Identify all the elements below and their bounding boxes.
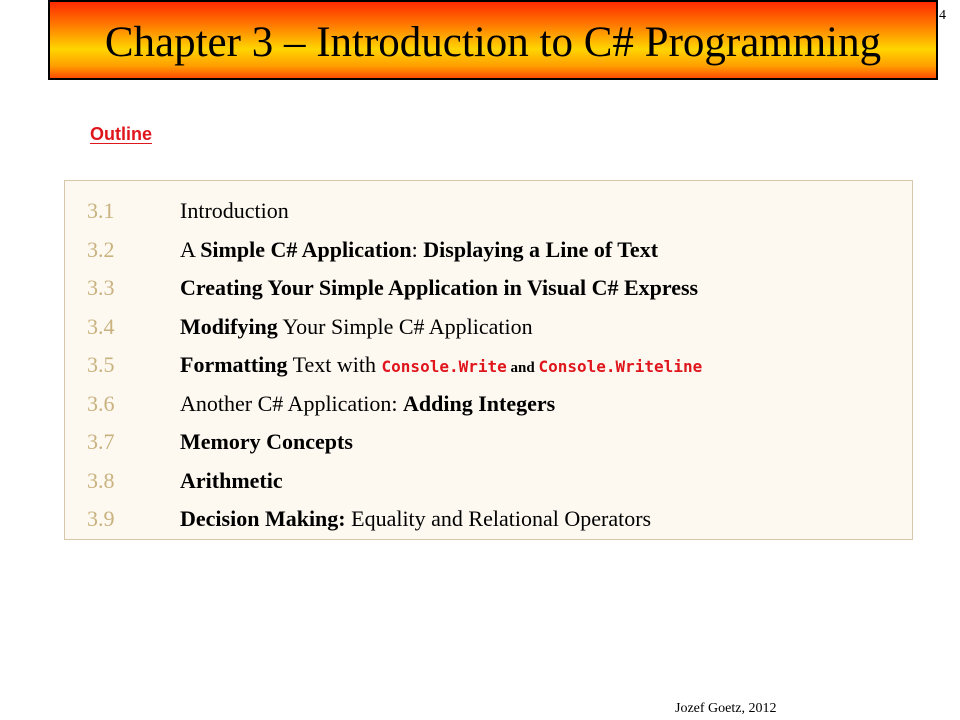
section-title-text: Another C# Application: bbox=[180, 390, 404, 416]
outline-item bbox=[87, 385, 702, 424]
section-title-text: Text with bbox=[287, 352, 382, 377]
outline-box bbox=[64, 180, 913, 540]
outline-heading: Outline bbox=[90, 124, 152, 144]
outline-list bbox=[87, 192, 702, 539]
section-number: 3.4 bbox=[87, 313, 115, 339]
slide-number: 4 bbox=[939, 8, 946, 23]
outline-item bbox=[87, 308, 702, 347]
section-title-text: Arithmetic bbox=[180, 467, 283, 493]
section-title-text: Modifying bbox=[180, 313, 278, 339]
section-title-text: Your Simple C# Application bbox=[277, 313, 533, 339]
section-title-text: A bbox=[180, 236, 201, 262]
slide-title: Chapter 3 – Introduction to C# Programming bbox=[104, 18, 882, 66]
section-title-text: Equality and Relational Operators bbox=[345, 506, 652, 531]
section-title-text: Decision Making: bbox=[180, 506, 346, 531]
code-snippet: Console.Writeline bbox=[538, 357, 703, 376]
section-number: 3.8 bbox=[87, 467, 115, 493]
section-title-text: Introduction bbox=[180, 198, 289, 223]
section-title-text: Memory Concepts bbox=[180, 429, 353, 454]
section-title-text: and bbox=[506, 360, 539, 376]
footer-credit: Jozef Goetz, 2012 bbox=[675, 701, 777, 716]
section-title-text: Simple C# Application bbox=[200, 236, 412, 262]
outline-item bbox=[87, 500, 702, 539]
section-number: 3.9 bbox=[87, 506, 115, 531]
outline-item bbox=[87, 269, 702, 308]
section-number: 3.1 bbox=[87, 198, 115, 223]
section-number: 3.2 bbox=[87, 236, 115, 262]
section-title-text: Adding Integers bbox=[403, 390, 556, 416]
title-banner bbox=[48, 0, 938, 80]
section-number: 3.5 bbox=[87, 352, 115, 377]
section-number: 3.6 bbox=[87, 390, 115, 416]
section-title-text: : bbox=[411, 236, 424, 262]
section-title-text: Creating Your Simple Application in Visual C# Express bbox=[180, 275, 699, 300]
outline-item bbox=[87, 423, 702, 462]
section-number: 3.7 bbox=[87, 429, 115, 454]
outline-item bbox=[87, 231, 702, 270]
outline-item bbox=[87, 346, 702, 385]
outline-item bbox=[87, 192, 702, 231]
code-snippet: Console.Write bbox=[381, 357, 507, 376]
section-number: 3.3 bbox=[87, 275, 115, 300]
section-title-text: Formatting bbox=[180, 352, 288, 377]
outline-item bbox=[87, 462, 702, 501]
section-title-text: Displaying a Line of Text bbox=[423, 236, 659, 262]
